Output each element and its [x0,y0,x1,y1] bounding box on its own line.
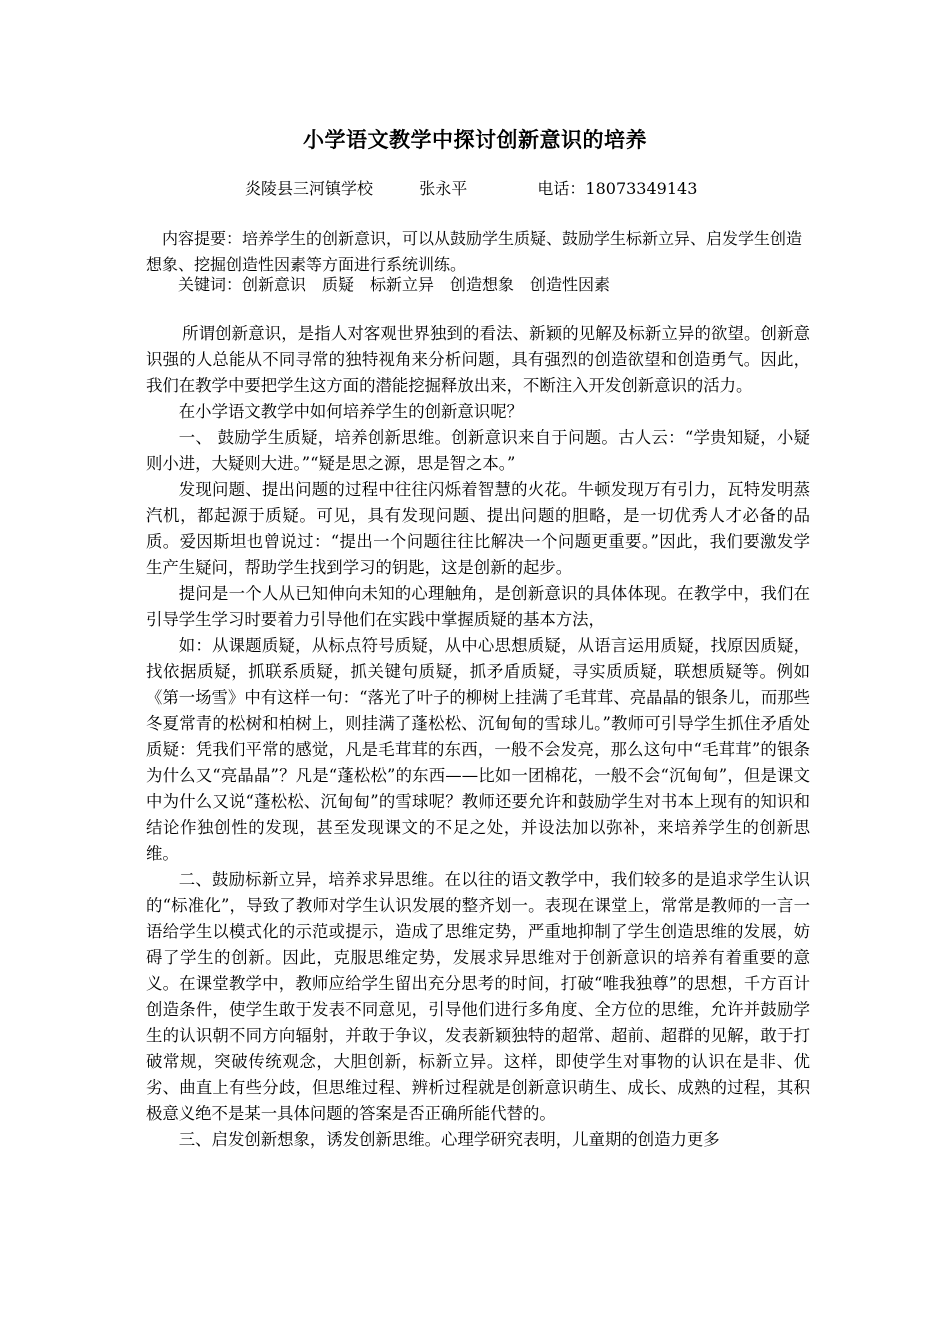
document-title: 小学语文教学中探讨创新意识的培养 [303,128,647,152]
paragraph: 三、启发创新想象，诱发创新思维。心理学研究表明，儿童期的创造力更多 [178,1130,720,1149]
school-name: 炎陵县三河镇学校 [245,179,374,198]
body-text [146,321,810,1153]
paragraph: 二、鼓励标新立异，培养求异思维。在以往的语文教学中，我们较多的是追求学生认识的“标准化”，导致了教师对学生认识发展的整齐划一。表现在课堂上，常常是教师的一言一语给学生以模式化的示范或提示，造成了思维定势，严重地抑制了学生创造思维的发展，妨碍了学生的创新。因此，克服思维定势，发展求异思维对于创新意识的培养有着重要的意义。在课堂教学中，教师应给学生留出充分思考的时间，打破“唯我独尊”的思想，千方百计创造条件，使学生敢于发表不同意见，引导他们进行多角度、全方位的思维，允许并鼓励学生的认识朝不同方向辐射，并敢于争议，发表新颖独特的超常、超前、超群的见解，敢于打破常规，突破传统观念，大胆创新，标新立异。这样，即使学生对事物的认识在是非、优劣、曲直上有些分歧，但思维过程、辨析过程就是创新意识萌生、成长、成熟的过程，其积极意义绝不是某一具体问题的答案是否正确所能代替的。 [146,870,810,1123]
phone-number: 电话：18073349143 [537,179,698,198]
paragraph: 一、 鼓励学生质疑，培养创新思维。创新意识来自于问题。古人云：“学贵知疑，小疑则小进，大疑则大进。”“疑是思之源，思是智之本。” [146,428,810,473]
keywords: 关键词：创新意识 质疑 标新立异 创造想象 创造性因素 [178,275,611,294]
paragraph: 发现问题、提出问题的过程中往往闪烁着智慧的火花。牛顿发现万有引力，瓦特发明蒸汽机，都起源于质疑。可见，具有发现问题、提出问题的胆略，是一切优秀人才必备的品质。爱因斯坦也曾说过：“提出一个问题往往比解决一个问题更重要。”因此，我们要激发学生产生疑问，帮助学生找到学习的钥匙，这是创新的起步。 [146,480,810,577]
byline [245,176,765,199]
paragraph: 如：从课题质疑，从标点符号质疑，从中心思想质疑，从语言运用质疑，找原因质疑，找依据质疑，抓联系质疑，抓关键句质疑，抓矛盾质疑，寻实质质疑，联想质疑等。例如《第一场雪》中有这样一句：“落光了叶子的柳树上挂满了毛茸茸、亮晶晶的银条儿，而那些冬夏常青的松树和柏树上，则挂满了蓬松松、沉甸甸的雪球儿。”教师可引导学生抓住矛盾处质疑：凭我们平常的感觉，凡是毛茸茸的东西，一般不会发亮，那么这句中“毛茸茸”的银条为什么又“亮晶晶”？凡是“蓬松松”的东西——比如一团棉花，一般不会“沉甸甸”，但是课文中为什么又说“蓬松松、沉甸甸”的雪球呢？教师还要允许和鼓励学生对书本上现有的知识和结论作独创性的发现，甚至发现课文的不足之处，并设法加以弥补，来培养学生的创新思维。 [146,636,811,863]
paragraph: 在小学语文教学中如何培养学生的创新意识呢？ [178,402,523,421]
abstract: 内容提要：培养学生的创新意识，可以从鼓励学生质疑、鼓励学生标新立异、启发学生创造想象、挖掘创造性因素等方面进行系统训练。 [146,229,803,274]
author-name: 张永平 [419,179,468,198]
paragraph: 提问是一个人从已知伸向未知的心理触角，是创新意识的具体体现。在教学中，我们在引导学生学习时要着力引导他们在实践中掌握质疑的基本方法， [146,584,810,629]
paragraph: 所谓创新意识，是指人对客观世界独到的看法、新颖的见解及标新立异的欲望。创新意识强的人总能从不同寻常的独特视角来分析问题，具有强烈的创造欲望和创造勇气。因此，我们在教学中要把学生这方面的潜能挖掘释放出来，不断注入开发创新意识的活力。 [146,324,810,395]
